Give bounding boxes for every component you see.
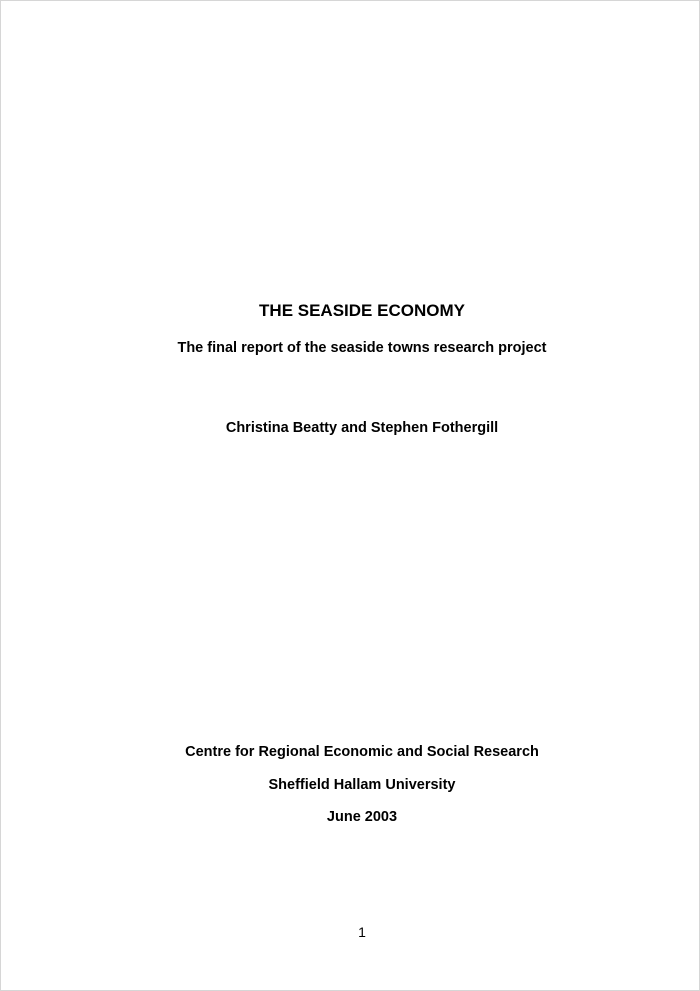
report-title: THE SEASIDE ECONOMY — [259, 301, 465, 320]
report-subtitle: The final report of the seaside towns research project — [177, 340, 547, 356]
authors: Christina Beatty and Stephen Fothergill — [225, 420, 499, 436]
organisation: Centre for Regional Economic and Social Research — [185, 744, 539, 760]
publication-date: June 2003 — [326, 809, 398, 825]
university: Sheffield Hallam University — [268, 777, 456, 793]
page-number: 1 — [358, 924, 366, 940]
